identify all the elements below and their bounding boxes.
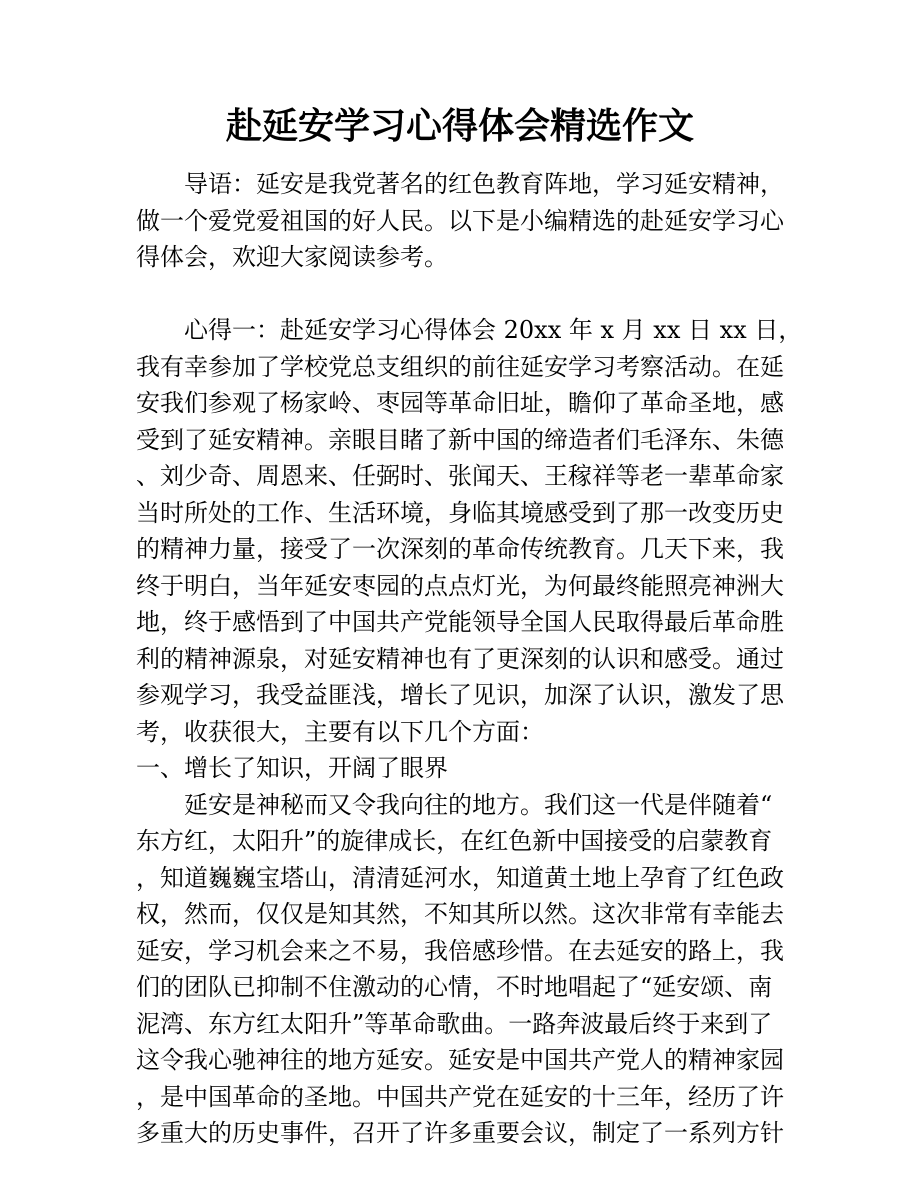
text-line: 安我们参观了杨家岭、枣园等革命旧址，瞻仰了革命圣地，感 xyxy=(136,389,784,417)
text-line: ，知道巍巍宝塔山，清清延河水，知道黄土地上孕育了红色政 xyxy=(136,863,784,892)
document-title: 赴延安学习心得体会精选作文 xyxy=(225,105,694,147)
text-line: 权，然而，仅仅是知其然，不知其所以然。这次非常有幸能去 xyxy=(136,900,784,928)
text-line: 当时所处的工作、生活环境，身临其境感受到了那一改变历史 xyxy=(136,498,784,527)
text-line: 东方红，太阳升”的旋律成长，在红色新中国接受的启蒙教育 xyxy=(136,827,773,855)
text-line: 这令我心驰神往的地方延安。延安是中国共产党人的精神家园 xyxy=(136,1046,784,1074)
text-line: 多重大的历史事件，召开了许多重要会议，制定了一系列方针 xyxy=(136,1119,784,1147)
text-line: 参观学习，我受益匪浅，增长了见识，加深了认识，激发了思 xyxy=(136,681,784,709)
text-line: 泥湾、东方红太阳升”等革命歌曲。一路奔波最后终于来到了 xyxy=(136,1009,773,1038)
text-line: 考，收获很大，主要有以下几个方面： xyxy=(136,717,544,746)
text-line: 受到了延安精神。亲眼目睹了新中国的缔造者们毛泽东、朱德 xyxy=(136,425,784,454)
text-line: 导语：延安是我党著名的红色教育阵地，学习延安精神， xyxy=(136,170,784,198)
text-line: 、刘少奇、周恩来、任弼时、张闻天、王稼祥等老一辈革命家 xyxy=(136,462,784,490)
text-line: 延安，学习机会来之不易，我倍感珍惜。在去延安的路上，我 xyxy=(136,936,784,965)
text-line: 延安是神秘而又令我向往的地方。我们这一代是伴随着“ xyxy=(136,790,773,819)
text-line: 终于明白，当年延安枣园的点点灯光，为何最终能照亮神洲大 xyxy=(136,571,784,600)
text-line: 的精神力量，接受了一次深刻的革命传统教育。几天下来，我 xyxy=(136,535,784,563)
text-line: 我有幸参加了学校党总支组织的前往延安学习考察活动。在延 xyxy=(136,352,784,381)
text-line: 做一个爱党爱祖国的好人民。以下是小编精选的赴延安学习心 xyxy=(136,206,784,235)
text-line: ，是中国革命的圣地。中国共产党在延安的十三年，经历了许 xyxy=(136,1082,784,1111)
text-line: 地，终于感悟到了中国共产党能领导全国人民取得最后革命胜 xyxy=(136,608,784,636)
document-body xyxy=(136,166,803,1152)
section-heading: 一、增长了知识，开阔了眼界 xyxy=(136,754,448,782)
text-line: 们的团队已抑制不住激动的心情，不时地唱起了“延安颂、南 xyxy=(136,973,773,1001)
blank-line xyxy=(136,276,796,313)
text-line: 得体会，欢迎大家阅读参考。 xyxy=(136,243,448,271)
text-line: 心得一：赴延安学习心得体会 20xx 年 x 月 xx 日 xx 日， xyxy=(136,316,803,344)
text-line: 利的精神源泉，对延安精神也有了更深刻的认识和感受。通过 xyxy=(136,644,784,673)
